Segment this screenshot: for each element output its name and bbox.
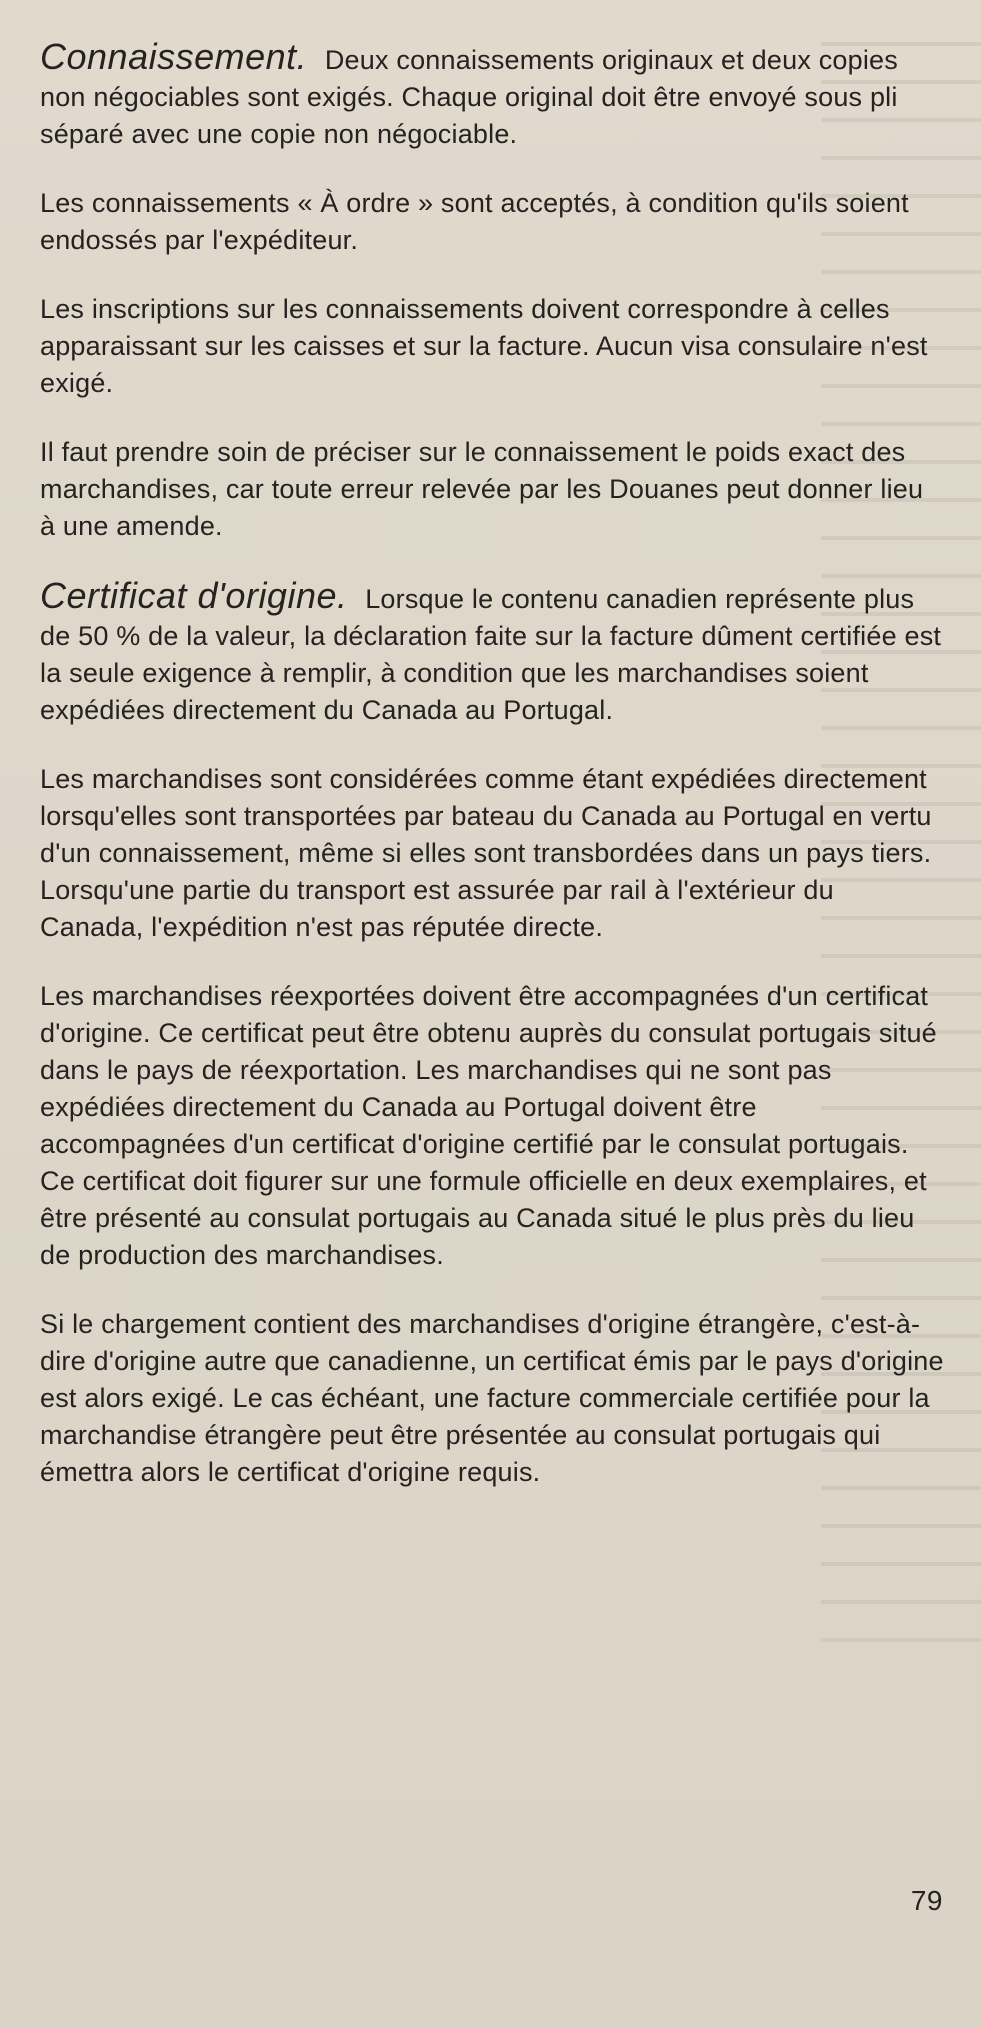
paragraph-certificat-intro bbox=[40, 577, 945, 729]
paragraph-connaissement-intro bbox=[40, 38, 945, 153]
paragraph-reexportees: Les marchandises réexportées doivent être accompagnées d'un certificat d'origine. Ce certificat peut être obtenu auprès du consulat portugais situé dans le pays de réexportation. Les marchandises qui ne sont pas expédiées directement du Canada au Portugal doivent être accompagnées d'un certificat d'origine certifié par le consulat portugais. Ce certificat doit figurer sur une formule officielle en deux exemplaires, et être présenté au consulat portugais au Canada situé le plus près du lieu de production des marchandises. bbox=[40, 981, 937, 1270]
section-heading-connaissement: Connaissement. bbox=[40, 36, 308, 77]
paragraph-inscriptions: Les inscriptions sur les connaissements doivent correspondre à celles apparaissant sur les caisses et sur la facture. Aucun visa consulaire n'est exigé. bbox=[40, 294, 928, 398]
paragraph-text: Deux connaissements originaux et deux copies non négociables sont exigés. Chaque original doit être envoyé sous pli séparé avec une copie non négociable. bbox=[40, 45, 898, 149]
paragraph-a-ordre: Les connaissements « À ordre » sont acceptés, à condition qu'ils soient endossés par l'expéditeur. bbox=[40, 188, 909, 255]
paragraph-expedition-directe: Les marchandises sont considérées comme étant expédiées directement lorsqu'elles sont transportées par bateau du Canada au Portugal en vertu d'un connaissement, même si elles sont transbordées dans un pays tiers. Lorsqu'une partie du transport est assurée par rail à l'extérieur du Canada, l'expédition n'est pas réputée directe. bbox=[40, 764, 932, 942]
page-body bbox=[40, 38, 945, 1523]
page-number: 79 bbox=[910, 1885, 943, 1916]
paragraph-poids: Il faut prendre soin de préciser sur le connaissement le poids exact des marchandises, car toute erreur relevée par les Douanes peut donner lieu à une amende. bbox=[40, 437, 924, 541]
paragraph-text: Lorsque le contenu canadien représente plus de 50 % de la valeur, la déclaration faite sur la facture dûment certifiée est la seule exigence à remplir, à condition que les marchandises soient expédiées directement du Canada au Portugal. bbox=[40, 584, 942, 725]
section-heading-certificat-origine: Certificat d'origine. bbox=[40, 575, 348, 616]
paragraph-origine-etrangere: Si le chargement contient des marchandises d'origine étrangère, c'est-à-dire d'origine autre que canadienne, un certificat émis par le pays d'origine est alors exigé. Le cas échéant, une facture commerciale certifiée pour la marchandise étrangère peut être présentée au consulat portugais qui émettra alors le certificat d'origine requis. bbox=[40, 1309, 944, 1487]
